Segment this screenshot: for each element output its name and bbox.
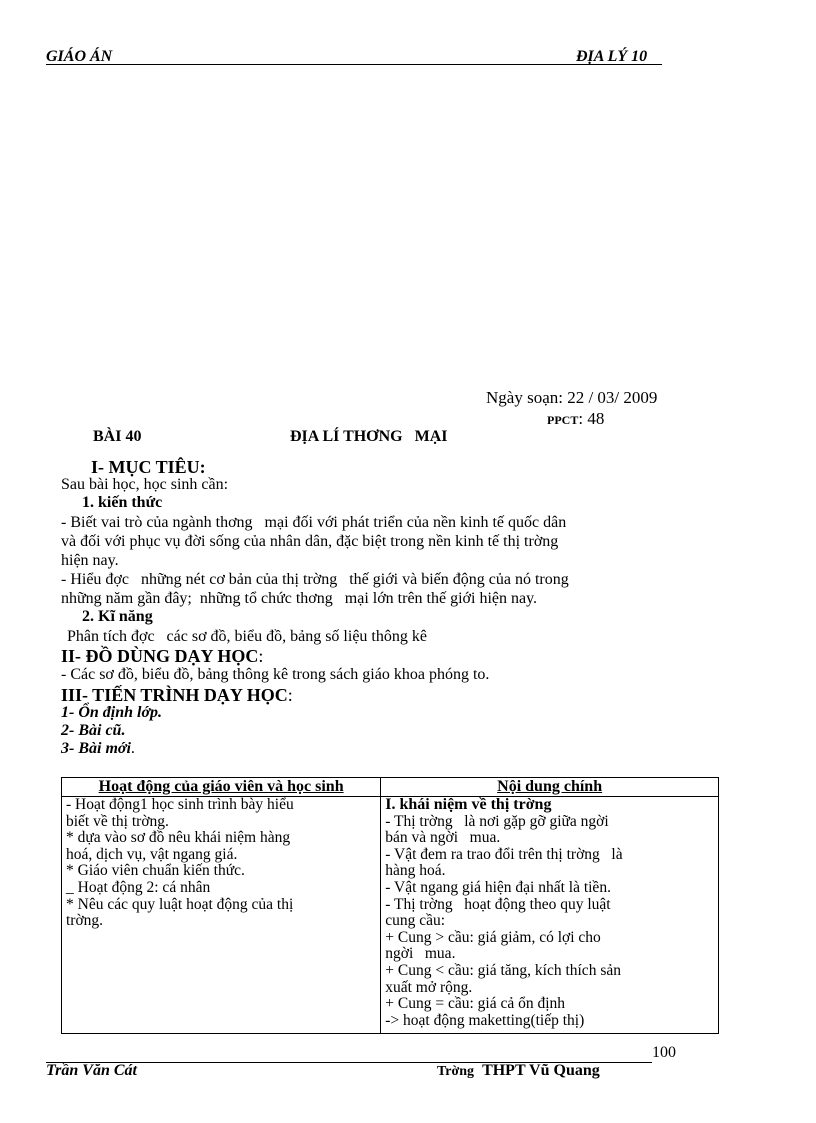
lesson-number: BÀI 40 (93, 428, 142, 445)
knowledge-line-4: - Hiểu đợc những nét cơ bản của thị trờng thế giới và biến động của nó trong (61, 571, 569, 588)
step-3-dot: . (130, 740, 135, 757)
activity-line: trờng. (66, 912, 104, 930)
section-1-intro: Sau bài học, học sinh cần: (61, 476, 229, 493)
page-number: 100 (652, 1044, 676, 1061)
footer-school (437, 1062, 600, 1080)
content-line: - Vật ngang giá hiện đại nhất là tiền. (385, 878, 611, 896)
content-line: hàng hoá. (385, 862, 446, 880)
content-line: cung cầu: (385, 912, 446, 930)
step-2: 2- Bài cũ. (61, 722, 126, 739)
footer-school-name: THPT Vũ Quang (482, 1062, 600, 1079)
knowledge-line-3: hiện nay. (61, 552, 119, 569)
content-title: I. khái niệm về thị trờng (385, 796, 552, 813)
activity-line: biết về thị trờng. (66, 812, 169, 830)
header-rule (46, 64, 662, 65)
section-2-colon: : (258, 646, 264, 666)
content-line: + Cung = cầu: giá cả ổn định (385, 995, 566, 1013)
lesson-title: ĐỊA LÍ THƠNG MẠI (290, 428, 448, 445)
step-1: 1- Ổn định lớp. (61, 704, 163, 721)
content-line: bán và ngời mua. (385, 829, 501, 847)
activity-line: _ Hoạt động 2: cá nhân (66, 878, 211, 896)
header-activities: Hoạt động của giáo viên và học sinh (62, 778, 381, 797)
subsection-skills: 2. Kĩ năng (82, 608, 153, 625)
table-header-row (62, 778, 719, 797)
section-1-title: I- MỤC TIÊU: (91, 457, 206, 477)
content-line: xuất mở rộng. (385, 978, 473, 996)
header-right: ĐỊA LÝ 10 (576, 48, 648, 65)
footer-school-prefix: Trờng (437, 1064, 475, 1079)
header-content: Nội dung chính (381, 778, 719, 797)
section-2-item: - Các sơ đồ, biểu đồ, bảng thông kê trong sách giáo khoa phóng to. (61, 666, 490, 683)
knowledge-line-2: và đối với phục vụ đời sống của nhân dân, đặc biệt trong nền kinh tế thị trờng (61, 533, 559, 550)
content-line: - Vật đem ra trao đổi trên thị trờng là (385, 845, 623, 863)
step-3 (61, 740, 135, 758)
content-line: + Cung > cầu: giá giảm, có lợi cho (385, 928, 601, 946)
activity-line: hoá, dịch vụ, vật ngang giá. (66, 845, 238, 863)
knowledge-line-5: những năm gần đây; những tổ chức thơng mại lớn trên thế giới hiện nay. (61, 590, 538, 607)
step-3-text: 3- Bài mới (61, 740, 131, 757)
content-line: ngời mua. (385, 945, 456, 963)
section-2-title (61, 646, 263, 667)
ppct-value: : 48 (578, 409, 605, 428)
content-line: -> hoạt động maketting(tiếp thị) (385, 1011, 585, 1029)
footer-author: Trần Văn Cát (46, 1062, 137, 1079)
activity-line: * Nêu các quy luật hoạt động của thị (66, 895, 294, 913)
ppct-label: PPCT (547, 413, 579, 427)
ppct-line (547, 409, 604, 429)
header-left: GIÁO ÁN (46, 48, 113, 65)
activity-line: * Giáo viên chuẩn kiến thức. (66, 862, 245, 880)
content-line: - Thị trờng là nơi gặp gỡ giữa ngời (385, 812, 609, 830)
section-3-colon: : (287, 685, 293, 705)
content-line: - Thị trờng hoạt động theo quy luật (385, 895, 611, 913)
section-3-title-text: III- TIẾN TRÌNH DẠY HỌC (61, 685, 288, 705)
section-2-title-text: II- ĐỒ DÙNG DẠY HỌC (61, 646, 259, 666)
knowledge-line-1: - Biết vai trò của ngành thơng mại đối với phát triển của nền kinh tế quốc dân (61, 514, 567, 531)
activity-line: - Hoạt động1 học sinh trình bày hiểu (66, 796, 294, 813)
activity-line: * dựa vào sơ đồ nêu khái niệm hàng (66, 829, 291, 847)
content-line: + Cung < cầu: giá tăng, kích thích sản (385, 961, 621, 979)
table-row (62, 797, 719, 1034)
date-prepared: Ngày soạn: 22 / 03/ 2009 (486, 388, 658, 407)
subsection-knowledge: 1. kiến thức (82, 494, 163, 511)
activities-cell (62, 797, 381, 1034)
skills-line: Phân tích đợc các sơ đồ, biểu đồ, bảng số liệu thông kê (67, 628, 427, 645)
section-3-title (61, 685, 293, 706)
content-cell (381, 797, 719, 1034)
lesson-table (61, 777, 719, 1034)
